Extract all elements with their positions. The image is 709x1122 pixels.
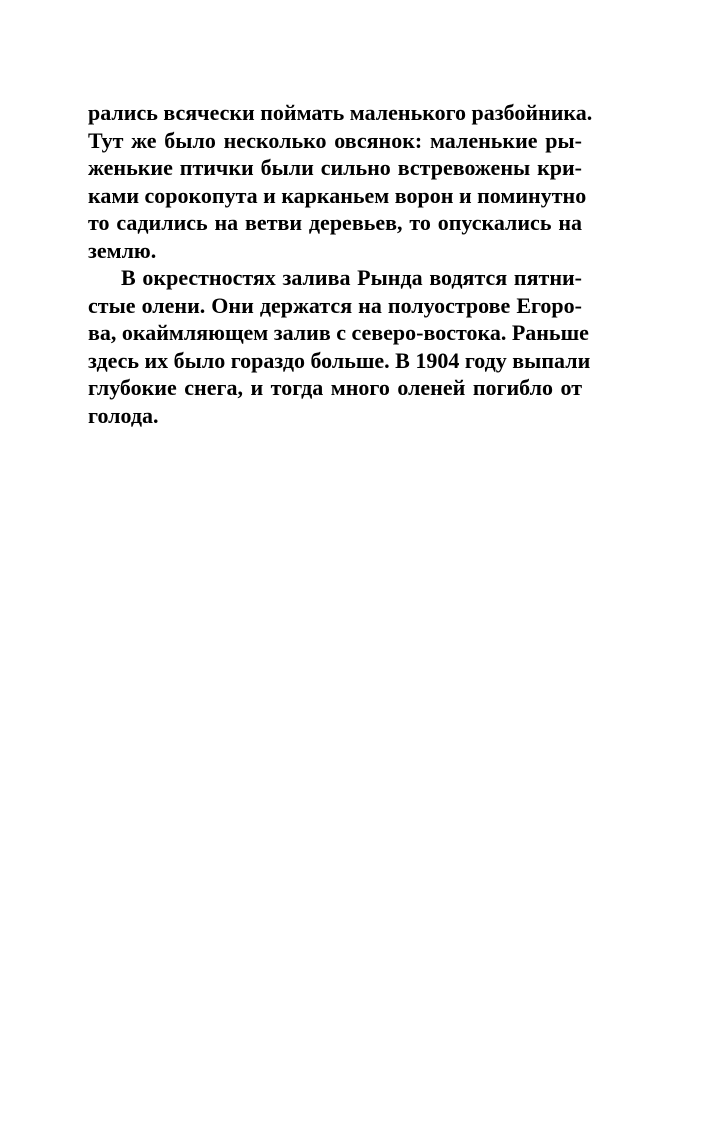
- paragraph-2: [88, 264, 591, 429]
- text-line: то садились на ветви деревьев, то опускались на: [88, 210, 582, 235]
- text-line: глубокие снега, и тогда много оленей погибло от: [88, 375, 582, 400]
- text-line: Тут же было несколько овсянок: маленькие ры-: [88, 127, 582, 153]
- text-line: ками сорокопута и карканьем ворон и поминутно: [88, 182, 587, 208]
- text-line: здесь их было гораздо больше. В 1904 году выпали: [88, 347, 591, 373]
- text-line: женькие птички были сильно встревожены кри-: [88, 155, 582, 180]
- text-line: землю.: [88, 237, 157, 263]
- text-line: стые олени. Они держатся на полуострове Егоро-: [88, 292, 582, 318]
- text-line: голода.: [88, 402, 159, 428]
- text-line: рались всячески поймать маленького разбойника.: [88, 100, 593, 125]
- body-text: [88, 99, 593, 429]
- text-line: ва, окаймляющем залив с северо-востока. Раньше: [88, 320, 589, 345]
- text-line: В окрестностях залива Рында водятся пятни-: [121, 265, 582, 290]
- paragraph-1: [88, 99, 593, 264]
